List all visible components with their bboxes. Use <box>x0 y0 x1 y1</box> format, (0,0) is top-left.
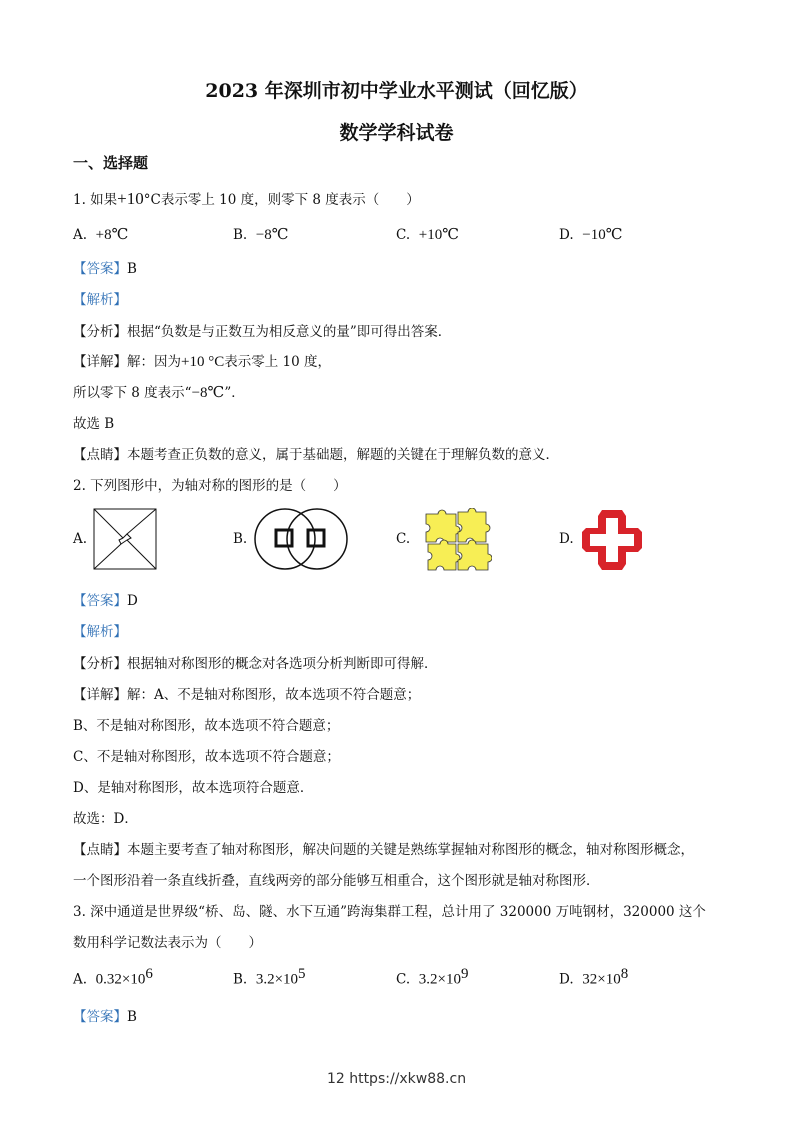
detail-tag: 【详解】 <box>73 354 127 370</box>
q2-stem: 2. 下列图形中，为轴对称的图形的是（ ） <box>73 478 347 494</box>
page-subtitle: 数学学科试卷 <box>339 122 454 144</box>
q1-option-c <box>396 225 459 244</box>
red-cross-figure <box>580 508 644 572</box>
page-footer: 12 https://xkw88.cn <box>326 1071 467 1087</box>
option-base: 0.32×10 <box>95 971 146 988</box>
option-exponent: 9 <box>460 966 469 982</box>
option-label: D. <box>559 227 574 243</box>
q3-stem-line2: 数用科学记数法表示为（ ） <box>73 935 262 951</box>
option-label: C. <box>396 971 411 988</box>
q3-option-a <box>73 966 153 989</box>
q1-comment <box>73 443 559 463</box>
page-title: 2023 年深圳市初中学业水平测试（回忆版） <box>205 80 588 102</box>
q2-label-d: D. <box>559 531 574 547</box>
q2-label-b: B. <box>233 531 248 547</box>
option-base: 32×10 <box>582 971 621 988</box>
detail-text: 解：A、不是轴对称图形，故本选项不符合题意； <box>127 687 421 703</box>
q2-analysis-tag: 【解析】 <box>73 624 127 640</box>
line2-pre: 所以零下 8 度表示“ <box>73 385 192 401</box>
q1-answer <box>73 257 137 277</box>
option-value: −8℃ <box>255 227 289 243</box>
comment-text: 本题主要考查了轴对称图形，解决问题的关键是熟练掌握轴对称图形的概念，轴对称图形概念， <box>127 842 694 858</box>
q1-choose: 故选 B <box>73 416 115 432</box>
q1-stem-pre: 1. 如果 <box>73 192 118 208</box>
q1-stem <box>73 188 420 209</box>
q1-stem-unit: °C <box>143 192 161 208</box>
detail-pre: 解：因为 <box>127 354 181 370</box>
q1-option-b <box>233 225 289 244</box>
q3-stem-line1: 3. 深中通道是世界级“桥、岛、隧、水下互通”跨海集群工程，总计用了 320000 万吨钢材，320000 这个 <box>73 904 706 920</box>
fenxi-tag: 【分析】 <box>73 324 127 340</box>
fenxi-text: 根据“负数是与正数互为相反意义的量”即可得出答案． <box>127 324 452 340</box>
option-exponent: 5 <box>298 966 306 982</box>
q1-detail <box>73 350 331 371</box>
option-value: +8℃ <box>95 227 129 243</box>
q2-comment <box>73 838 694 858</box>
answer-tag: 【答案】 <box>73 593 127 609</box>
q3-option-c <box>396 966 468 989</box>
q2-label-a: A. <box>73 531 88 547</box>
q2-comment-cont: 一个图形沿着一条直线折叠，直线两旁的部分能够互相重合，这个图形就是轴对称图形． <box>73 873 600 889</box>
answer-tag: 【答案】 <box>73 1009 127 1025</box>
option-label: C. <box>396 227 411 243</box>
pinwheel-square-figure <box>93 508 157 570</box>
answer-value: B <box>127 261 137 277</box>
coins-figure <box>254 506 348 572</box>
line2-post: ”． <box>224 385 245 401</box>
detail-math: +10 °C <box>181 354 225 370</box>
q3-option-d <box>559 966 628 989</box>
q2-line-c: C、不是轴对称图形，故本选项不符合题意； <box>73 749 340 765</box>
q1-option-d <box>559 225 622 244</box>
detail-tag: 【详解】 <box>73 687 127 703</box>
option-label: B. <box>233 971 248 988</box>
comment-tag: 【点睛】 <box>73 447 127 463</box>
option-label: B. <box>233 227 248 243</box>
q2-label-c: C. <box>396 531 411 547</box>
detail-post: 表示零上 10 度， <box>224 354 331 370</box>
q2-line-d: D、是轴对称图形，故本选项符合题意． <box>73 780 314 796</box>
puzzle-figure <box>422 508 492 574</box>
q2-line-b: B、不是轴对称图形，故本选项不符合题意； <box>73 718 340 734</box>
answer-value: D <box>127 593 138 609</box>
q1-stem-post: 表示零上 10 度，则零下 8 度表示（ ） <box>160 192 420 208</box>
q1-fenxi <box>73 320 451 340</box>
q1-option-a <box>73 225 128 244</box>
option-exponent: 6 <box>145 966 153 982</box>
option-value: +10℃ <box>418 227 459 243</box>
q1-line2 <box>73 381 245 402</box>
option-label: A. <box>73 227 88 243</box>
q2-fenxi <box>73 652 438 672</box>
option-label: A. <box>73 971 88 988</box>
q2-choose: 故选：D． <box>73 811 138 827</box>
option-exponent: 8 <box>620 966 629 982</box>
answer-value: B <box>127 1009 137 1025</box>
comment-text: 本题考查正负数的意义，属于基础题，解题的关键在于理解负数的意义． <box>127 447 559 463</box>
fenxi-text: 根据轴对称图形的概念对各选项分析判断即可得解． <box>127 656 438 672</box>
q2-answer <box>73 589 138 609</box>
section-heading: 一、选择题 <box>73 154 149 172</box>
q1-analysis-tag: 【解析】 <box>73 292 127 308</box>
option-label: D. <box>559 971 574 988</box>
option-base: 3.2×10 <box>418 971 461 988</box>
option-base: 3.2×10 <box>255 971 299 988</box>
comment-tag: 【点睛】 <box>73 842 127 858</box>
line2-math: −8℃ <box>191 385 225 401</box>
answer-tag: 【答案】 <box>73 261 127 277</box>
option-value: −10℃ <box>582 227 623 243</box>
q3-option-b <box>233 966 306 989</box>
q3-answer <box>73 1005 137 1025</box>
fenxi-tag: 【分析】 <box>73 656 127 672</box>
q2-detail <box>73 683 420 703</box>
q1-stem-math: +10 <box>117 189 144 208</box>
